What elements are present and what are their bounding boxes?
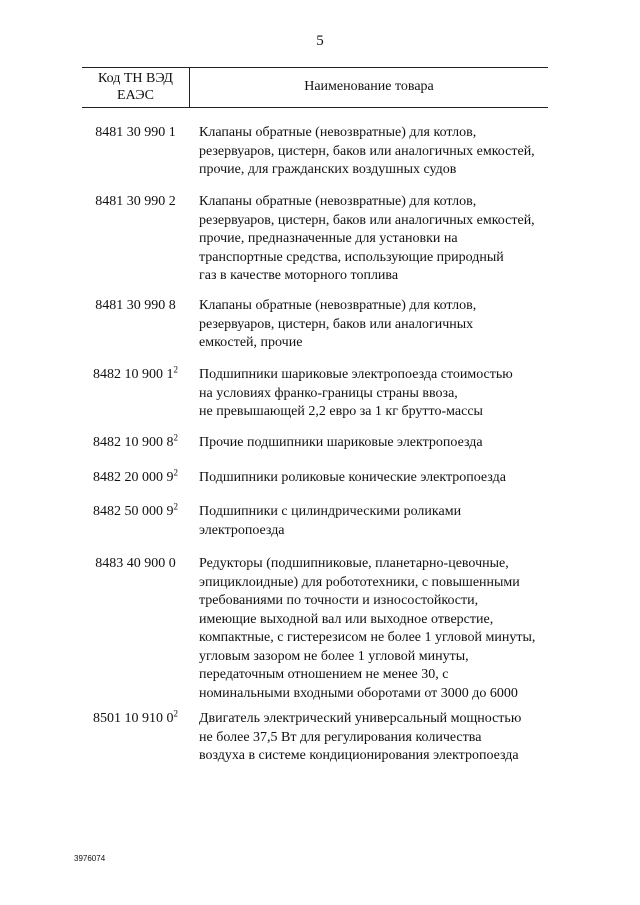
footnote-mark: 2 <box>173 708 178 719</box>
description-line: Подшипники с цилиндрическими роликами <box>199 504 462 519</box>
description-line: емкостей, прочие <box>199 335 303 350</box>
description-line: Прочие подшипники шариковые электропоезда <box>199 435 483 450</box>
description-line: компактные, с гистерезисом не более 1 угловой минуты, <box>199 630 536 645</box>
description-line: транспортные средства, использующие природный <box>199 249 504 265</box>
goods-description <box>199 366 599 422</box>
description-line: прочие, для гражданских воздушных судов <box>199 162 457 177</box>
description-line: прочие, предназначенные для установки на <box>199 231 458 246</box>
hs-code <box>82 366 189 383</box>
description-line: Подшипники шариковые электропоезда стоимостью <box>199 367 513 382</box>
description-line: угловым зазором не более 1 угловой минуты, <box>199 648 469 664</box>
description-line: Клапаны обратные (невозвратные) для котлов, <box>199 125 477 140</box>
footnote-mark: 2 <box>173 467 178 478</box>
description-line: передаточным отношением не менее 30, с <box>199 667 449 682</box>
hs-code <box>82 193 189 210</box>
description-line: резервуаров, цистерн, баков или аналогичных емкостей, <box>199 143 535 159</box>
description-line: не превышающей 2,2 евро за 1 кг брутто-массы <box>199 404 483 419</box>
hs-code-text: 8481 30 990 2 <box>95 194 176 209</box>
hs-code-text: 8482 10 900 1 <box>93 367 174 382</box>
header-bottom-rule <box>82 107 548 108</box>
header-code-line1: Код ТН ВЭД <box>98 71 173 86</box>
header-name-column: Наименование товара <box>304 79 434 94</box>
hs-code <box>82 124 189 141</box>
header-code-column <box>82 70 189 104</box>
hs-code-text: 8481 30 990 1 <box>95 125 176 140</box>
hs-code <box>82 503 189 520</box>
description-line: имеющие выходной вал или выходное отверстие, <box>199 611 494 627</box>
hs-code-text: 8501 10 910 0 <box>93 711 174 726</box>
hs-code-text: 8482 10 900 8 <box>93 435 174 450</box>
hs-code-text: 8482 50 000 9 <box>93 504 174 519</box>
goods-description <box>199 555 599 703</box>
header-top-rule <box>82 67 548 68</box>
description-line: Двигатель электрический универсальный мощностью <box>199 711 522 726</box>
page-number: 5 <box>316 33 324 49</box>
goods-description <box>199 469 599 488</box>
goods-description <box>199 297 599 353</box>
goods-description <box>199 124 599 180</box>
goods-description <box>199 193 599 286</box>
description-line: резервуаров, цистерн, баков или аналогичных емкостей, <box>199 212 535 228</box>
footnote-mark: 2 <box>173 364 178 375</box>
hs-code <box>82 555 189 572</box>
description-line: эпициклоидные) для робототехники, с повышенными <box>199 574 520 590</box>
description-line: номинальными входными оборотами от 3000 до 6000 <box>199 685 518 701</box>
header-code-line2: ЕАЭС <box>117 88 154 103</box>
footnote-mark: 2 <box>173 501 178 512</box>
footnote-mark: 2 <box>173 432 178 443</box>
hs-code <box>82 710 189 727</box>
description-line: воздуха в системе кондиционирования электропоезда <box>199 748 519 763</box>
hs-code <box>82 469 189 486</box>
hs-code-text: 8481 30 990 8 <box>95 298 176 313</box>
description-line: газ в качестве моторного топлива <box>199 268 399 283</box>
description-line: Подшипники роликовые конические электропоезда <box>199 470 506 485</box>
document-id: 3976074 <box>74 854 106 863</box>
description-line: Клапаны обратные (невозвратные) для котлов, <box>199 194 477 209</box>
description-line: резервуаров, цистерн, баков или аналогичных <box>199 316 474 332</box>
description-line: не более 37,5 Вт для регулирования количества <box>199 729 482 745</box>
description-line: электропоезда <box>199 522 285 538</box>
hs-code <box>82 297 189 314</box>
description-line: Клапаны обратные (невозвратные) для котлов, <box>199 298 477 313</box>
description-line: требованиями по точности и износостойкости, <box>199 593 479 608</box>
goods-description <box>199 710 599 766</box>
hs-code <box>82 434 189 451</box>
goods-description <box>199 503 599 540</box>
hs-code-text: 8483 40 900 0 <box>95 556 176 571</box>
description-line: на условиях франко-границы страны ввоза, <box>199 385 458 401</box>
description-line: Редукторы (подшипниковые, планетарно-цевочные, <box>199 556 509 571</box>
goods-description <box>199 434 599 453</box>
hs-code-text: 8482 20 000 9 <box>93 470 174 485</box>
